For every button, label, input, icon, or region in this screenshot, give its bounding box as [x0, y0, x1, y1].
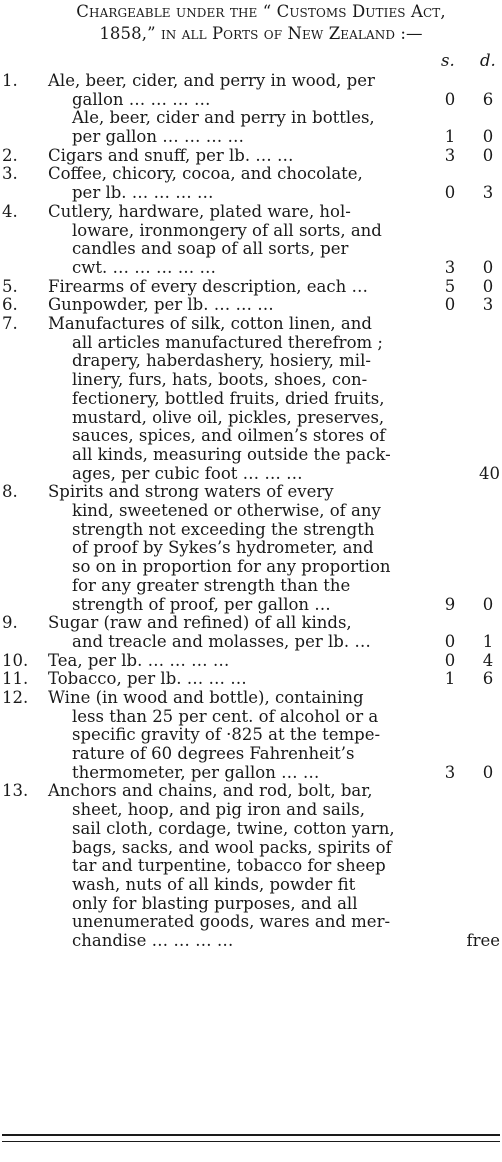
tariff-item — [0, 72, 502, 109]
duty-table — [0, 72, 502, 951]
tariff-item — [0, 670, 502, 689]
duty-pence: 6 — [482, 89, 494, 109]
duty-pence: 0 — [482, 762, 494, 782]
item-description-line: and treacle and molasses, per lb. … — [72, 631, 371, 651]
duty-pence: 3 — [482, 183, 494, 203]
item-number: 3. — [2, 164, 18, 184]
tariff-item — [0, 652, 502, 671]
duty-shillings: 0 — [444, 183, 456, 203]
item-description-line: of proof by Sykes’s hydrometer, and — [72, 538, 374, 558]
duty-shillings: 1 — [444, 127, 456, 147]
tariff-item — [0, 315, 502, 483]
item-description-line: strength not exceeding the strength — [72, 519, 375, 539]
item-number: 4. — [2, 201, 18, 221]
item-description-line: mustard, olive oil, pickles, preserves, — [72, 407, 385, 427]
footer-thin-rule — [2, 1141, 500, 1142]
header-line-1: Chargeable under the “ Customs Duties Act, — [76, 2, 446, 21]
tariff-item — [0, 165, 502, 202]
item-description-line: less than 25 per cent. of alcohol or a — [72, 706, 379, 726]
item-description-line: strength of proof, per gallon … — [72, 594, 331, 614]
item-description-line: bags, sacks, and wool packs, spirits of — [72, 837, 392, 857]
item-description-line: only for blasting purposes, and all — [72, 893, 358, 913]
item-description-line: Gunpowder, per lb. … … … — [48, 295, 274, 315]
item-number: 5. — [2, 276, 18, 296]
shillings-column-heading: s. — [441, 51, 455, 70]
item-description-line: all kinds, measuring outside the pack- — [72, 444, 391, 464]
item-description-line: fectionery, bottled fruits, dried fruits, — [72, 388, 385, 408]
item-description-line: loware, ironmongery of all sorts, and — [72, 220, 382, 240]
item-description-line: per lb. … … … … — [72, 183, 214, 203]
duty-shillings: 3 — [444, 762, 456, 782]
item-number: 8. — [2, 482, 18, 502]
duty-pence: 0 — [482, 127, 494, 147]
duty-pence: 6 — [482, 669, 494, 689]
tariff-item — [0, 483, 502, 614]
duty-rate: 40 — [479, 463, 500, 483]
item-description-line: unenumerated goods, wares and mer- — [72, 912, 391, 932]
item-number: 6. — [2, 295, 18, 315]
duty-pence: 0 — [482, 257, 494, 277]
item-description-line: tar and turpentine, tobacco for sheep — [72, 856, 386, 876]
item-description-line: sheet, hoop, and pig iron and sails, — [72, 800, 366, 820]
item-description-line: Wine (in wood and bottle), containing — [48, 687, 364, 707]
tariff-item — [0, 782, 502, 950]
duty-rate: free — [466, 931, 500, 951]
item-description-line: sauces, spices, and oilmen’s stores of — [72, 426, 386, 446]
duty-shillings: 0 — [444, 295, 456, 315]
item-description-line: ages, per cubic foot … … … — [72, 463, 303, 483]
item-number: 12. — [2, 687, 29, 707]
item-description-line: chandise … … … … — [72, 931, 234, 951]
item-description-line: Tea, per lb. … … … … — [48, 650, 230, 670]
item-description-line: per gallon … … … … — [72, 127, 244, 147]
item-description-line: thermometer, per gallon … … — [72, 762, 320, 782]
item-description-line: Firearms of every description, each … — [48, 276, 368, 296]
tariff-header — [20, 1, 502, 45]
item-description-line: Cutlery, hardware, plated ware, hol- — [48, 201, 351, 221]
item-number: 11. — [2, 669, 29, 689]
item-description-line: so on in proportion for any proportion — [72, 557, 391, 577]
duty-shillings: 0 — [444, 89, 456, 109]
duty-shillings: 0 — [444, 650, 456, 670]
item-number: 13. — [2, 781, 29, 801]
item-number: 10. — [2, 650, 29, 670]
item-description-line: Spirits and strong waters of every — [48, 482, 334, 502]
duty-pence: 3 — [482, 295, 494, 315]
item-description-line: Ale, beer, cider, and perry in wood, per — [48, 71, 375, 90]
item-description-line: rature of 60 degrees Fahrenheit’s — [72, 744, 355, 764]
duty-shillings: 5 — [444, 276, 456, 296]
item-number: 1. — [2, 71, 18, 90]
tariff-item — [0, 147, 502, 166]
item-description-line: candles and soap of all sorts, per — [72, 239, 349, 259]
duty-pence: 4 — [482, 650, 494, 670]
item-description-line: Cigars and snuff, per lb. … … — [48, 145, 294, 165]
duty-pence: 0 — [482, 276, 494, 296]
item-description-line: sail cloth, cordage, twine, cotton yarn, — [72, 818, 395, 838]
tariff-item — [0, 614, 502, 651]
tariff-item — [0, 296, 502, 315]
item-description-line: Tobacco, per lb. … … … — [48, 669, 247, 689]
footer-thick-rule — [2, 1134, 500, 1136]
duty-pence: 0 — [482, 145, 494, 165]
item-description-line: Coffee, chicory, cocoa, and chocolate, — [48, 164, 363, 184]
tariff-item — [0, 278, 502, 297]
duty-shillings: 0 — [444, 631, 456, 651]
item-number: 9. — [2, 613, 18, 633]
item-number: 7. — [2, 314, 18, 334]
duty-shillings: 1 — [444, 669, 456, 689]
duty-pence: 0 — [482, 594, 494, 614]
duty-shillings: 9 — [444, 594, 456, 614]
item-description-line: specific gravity of ·825 at the tempe- — [72, 725, 381, 745]
item-description-line: Anchors and chains, and rod, bolt, bar, — [48, 781, 373, 801]
item-description-line: Ale, beer, cider and perry in bottles, — [72, 108, 375, 128]
item-description-line: cwt. … … … … … — [72, 257, 216, 277]
item-description-line: Manufactures of silk, cotton linen, and — [48, 314, 372, 334]
item-description-line: gallon … … … … — [72, 89, 211, 109]
item-description-line: for any greater strength than the — [72, 575, 351, 595]
tariff-item — [0, 689, 502, 783]
header-line-2: 1858,” in all Ports of New Zealand :— — [99, 24, 423, 43]
tariff-item — [0, 109, 502, 146]
pence-column-heading: d. — [480, 51, 496, 70]
item-description-line: Sugar (raw and refined) of all kinds, — [48, 613, 352, 633]
item-description-line: linery, furs, hats, boots, shoes, con- — [72, 370, 368, 390]
item-description-line: all articles manufactured therefrom ; — [72, 332, 383, 352]
item-description-line: kind, sweetened or otherwise, of any — [72, 501, 381, 521]
item-description-line: wash, nuts of all kinds, powder fit — [72, 874, 356, 894]
duty-pence: 1 — [482, 631, 494, 651]
item-description-line: drapery, haberdashery, hosiery, mil- — [72, 351, 371, 371]
duty-shillings: 3 — [444, 257, 456, 277]
tariff-item — [0, 203, 502, 278]
item-number: 2. — [2, 145, 18, 165]
duty-shillings: 3 — [444, 145, 456, 165]
